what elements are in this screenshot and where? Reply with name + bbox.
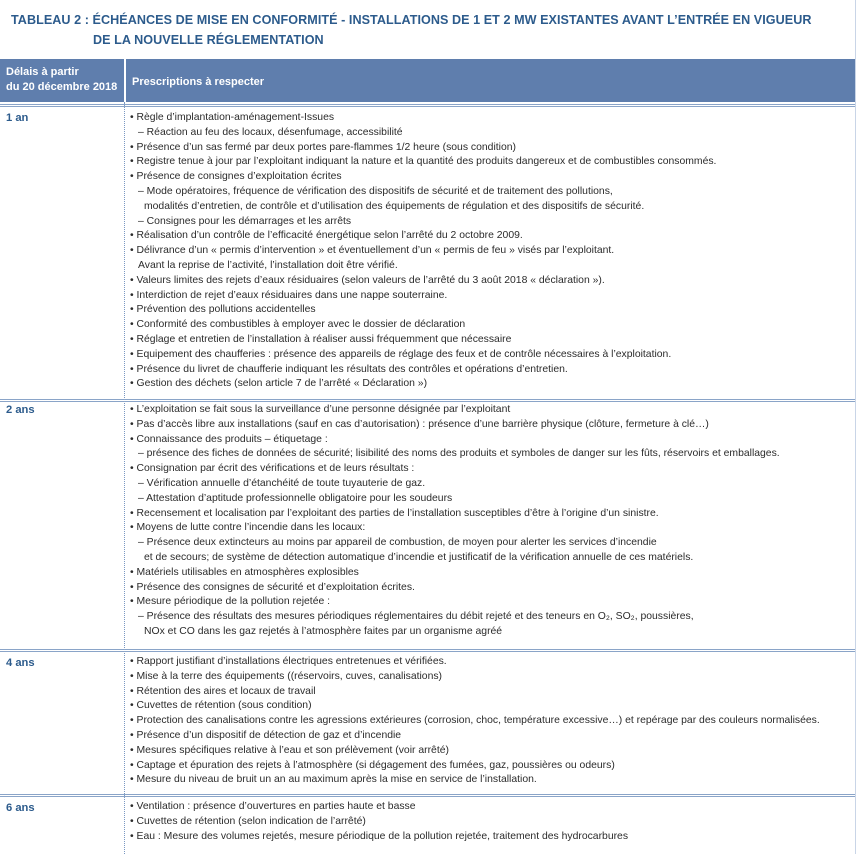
row-prescriptions — [130, 655, 820, 788]
list-item: • Valeurs limites des rejets d’eaux résiduaires (selon valeurs de l’arrêté du 3 août 2018 « déclaration »). — [130, 274, 605, 286]
row-prescriptions — [130, 403, 780, 640]
list-item: – Réaction au feu des locaux, désenfumage, accessibilité — [138, 126, 403, 138]
list-item: • L’exploitation se fait sous la surveillance d’une personne désignée par l’exploitant — [130, 404, 511, 415]
list-item: • Règle d’implantation-aménagement-Issues — [130, 112, 335, 123]
row-delay-label: 4 ans — [6, 657, 35, 669]
list-item: • Cuvettes de rétention (selon indication de l’arrêté) — [130, 815, 366, 827]
header-delay-line2: du 20 décembre 2018 — [6, 81, 118, 93]
list-item: • Présence du livret de chaufferie indiquant les résultats des contrôles et opérations d’entretien. — [130, 363, 568, 375]
table-header — [0, 59, 856, 102]
header-prescriptions-column: Prescriptions à respecter — [132, 76, 265, 88]
list-item: • Eau : Mesure des volumes rejetés, mesure périodique de la pollution rejetée, traitement des hydrocarbures — [130, 830, 629, 842]
list-item: • Présence d’un dispositif de détection de gaz et d’incendie — [130, 729, 402, 741]
list-item: – Mode opératoires, fréquence de vérification des dispositifs de sécurité et de traitement des pollutions, — [138, 185, 613, 197]
list-item: – Attestation d’aptitude professionnelle obligatoire pour les soudeurs — [138, 492, 453, 504]
list-item: • Présence de consignes d’exploitation écrites — [130, 171, 342, 183]
header-delay-line1: Délais à partir — [6, 66, 79, 78]
list-item: • Présence d’un sas fermé par deux portes pare-flammes 1/2 heure (sous condition) — [130, 141, 516, 153]
list-item: • Recensement et localisation par l’exploitant des parties de l’installation susceptibles d’être à l’origine d’un sinistre. — [130, 507, 659, 519]
list-item: • Gestion des déchets (selon article 7 de l’arrêté « Déclaration ») — [130, 378, 428, 390]
table-title-line2: DE LA NOUVELLE RÉGLEMENTATION — [93, 33, 324, 47]
list-item: modalités d’entretien, de contrôle et d’utilisation des équipements de régulation et des dispositifs de sécurité. — [144, 200, 645, 212]
list-item: • Rétention des aires et locaux de travail — [130, 685, 316, 697]
row-delay-label: 2 ans — [6, 404, 35, 416]
list-item: • Mesures spécifiques relative à l’eau et son prélèvement (voir arrêté) — [130, 744, 449, 756]
row-delay-label: 6 ans — [6, 802, 35, 814]
list-item: NOx et CO dans les gaz rejetés à l’atmosphère faites par un organisme agréé — [144, 625, 503, 637]
list-item: • Réalisation d’un contrôle de l’efficacité énergétique selon l’arrêté du 2 octobre 2009. — [130, 230, 523, 242]
list-item: • Protection des canalisations contre les agressions extérieures (corrosion, choc, température excessive…) et repérage par des couleurs normalisées. — [130, 715, 820, 727]
list-item: – Présence deux extincteurs au moins par appareil de combustion, de moyen pour alerter les services d’incendie — [138, 537, 657, 549]
list-item: – présence des fiches de données de sécurité; lisibilité des noms des produits et symboles de danger sur les fûts, réservoirs et emballages. — [138, 448, 780, 460]
row-prescriptions — [130, 111, 716, 392]
list-item: • Réglage et entretien de l’installation à réaliser aussi fréquemment que nécessaire — [130, 333, 512, 345]
row-prescriptions — [130, 800, 628, 844]
list-item: • Registre tenue à jour par l’exploitant indiquant la nature et la quantité des produits dangereux et de combustibles consommés. — [130, 156, 717, 168]
list-item: • Délivrance d’un « permis d’intervention » et éventuellement d’un « permis de feu » visés par l’exploitant. — [130, 245, 615, 257]
list-item: • Cuvettes de rétention (sous condition) — [130, 700, 312, 712]
list-item: Avant la reprise de l’activité, l’installation doit être vérifié. — [138, 259, 398, 271]
row-delay-label: 1 an — [6, 112, 29, 124]
table-title-line1: TABLEAU 2 : ÉCHÉANCES DE MISE EN CONFORMITÉ - INSTALLATIONS DE 1 ET 2 MW EXISTANTES AVANT L’ENTRÉE EN VIGUEUR — [11, 13, 812, 27]
table-row — [0, 104, 856, 398]
table-title — [11, 10, 841, 50]
table-row — [0, 399, 856, 647]
list-item: – Vérification annuelle d’étanchéité de toute tuyauterie de gaz. — [138, 477, 426, 489]
list-item: • Moyens de lutte contre l’incendie dans les locaux: — [130, 522, 366, 534]
list-item: • Consignation par écrit des vérifications et de leurs résultats : — [130, 463, 415, 475]
list-item: • Rapport justifiant d’installations électriques entretenues et vérifiées. — [130, 656, 447, 667]
list-item: • Equipement des chaufferies : présence des appareils de réglage des feux et de contrôle nécessaires à l’exploitation. — [130, 348, 672, 360]
list-item: et de secours; de système de détection automatique d’incendie et justificatif de la vérification annuelle de ces matériels. — [144, 551, 694, 563]
table-row — [0, 794, 856, 854]
list-item: • Ventilation : présence d’ouvertures en parties haute et basse — [130, 801, 416, 812]
list-item: • Mise à la terre des équipements ((réservoirs, cuves, canalisations) — [130, 670, 443, 682]
list-item: • Pas d’accès libre aux installations (sauf en cas d’autorisation) : présence d’une barrière physique (clôture, fermeture à clé…) — [130, 418, 709, 430]
header-delay-column — [6, 65, 117, 95]
list-item: • Interdiction de rejet d’eaux résiduaires dans une nappe souterraine. — [130, 289, 448, 301]
list-item: • Connaissance des produits – étiquetage : — [130, 433, 328, 445]
list-item: – Présence des résultats des mesures périodiques réglementaires du débit rejeté et des teneurs en O₂, SO₂, poussières, — [138, 611, 694, 623]
list-item: • Matériels utilisables en atmosphères explosibles — [130, 566, 359, 578]
list-item: • Mesure du niveau de bruit un an au maximum après la mise en service de l’installation. — [130, 774, 537, 786]
list-item: • Prévention des pollutions accidentelles — [130, 304, 316, 316]
table-row — [0, 649, 856, 794]
list-item: • Mesure périodique de la pollution rejetée : — [130, 596, 331, 608]
list-item: – Consignes pour les démarrages et les arrêts — [138, 215, 352, 227]
list-item: • Conformité des combustibles à employer avec le dossier de déclaration — [130, 319, 466, 331]
list-item: • Captage et épuration des rejets à l’atmosphère (si dégagement des fumées, gaz, poussières ou odeurs) — [130, 759, 615, 771]
list-item: • Présence des consignes de sécurité et d’exploitation écrites. — [130, 581, 415, 593]
